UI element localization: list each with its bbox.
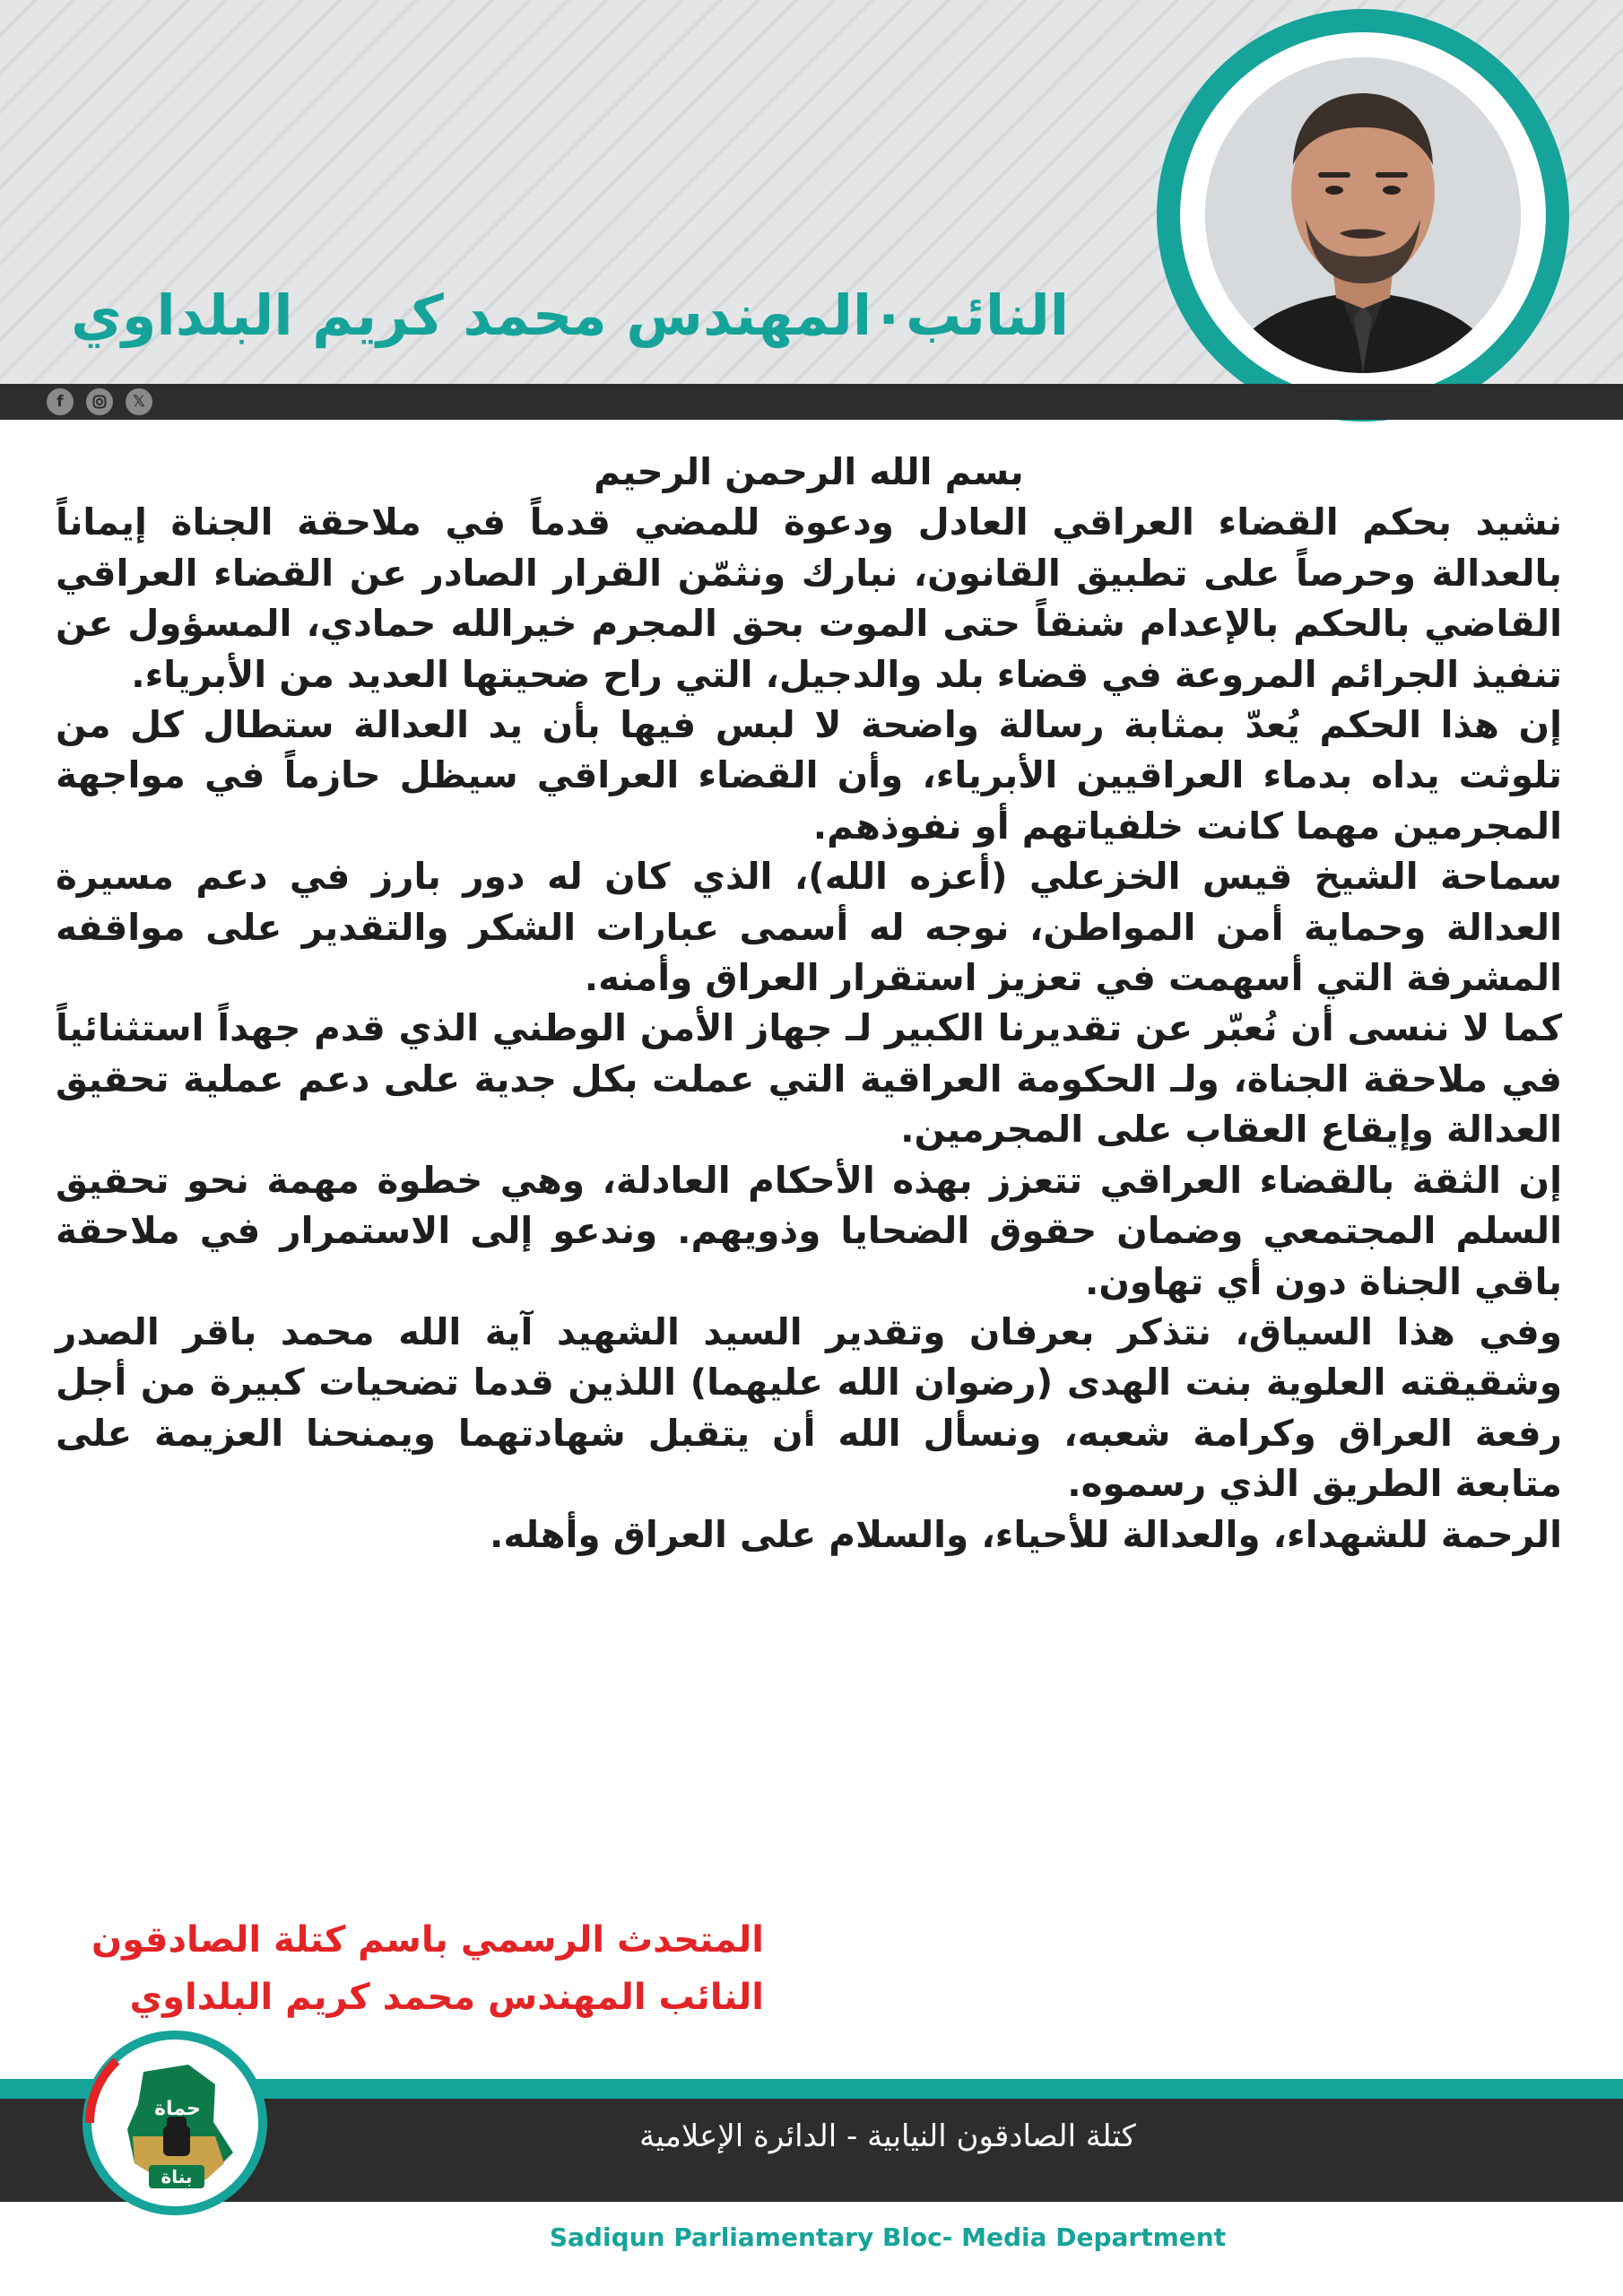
header-dark-bar [0,384,1623,420]
sadiqun-logo [81,2029,269,2217]
footer-arabic-text: كتلة الصادقون النيابية - الدائرة الإعلامية [639,2118,1136,2154]
x-icon[interactable]: 𝕏 [126,388,152,415]
facebook-icon[interactable]: f [47,388,74,415]
logo-text-bottom: بناة [161,2166,193,2187]
paragraph-1: نشيد بحكم القضاء العراقي العادل ودعوة للمضي قدماً في ملاحقة الجناة إيماناً بالعدالة وحرصاً على تطبيق القانون، نبارك ونثمّن القرار الصادر عن القضاء العراقي القاضي بالحكم بالإعدام شنقاً حتى الموت بحق المجرم خيرالله حمادي، المسؤول عن تنفيذ الجرائم المروعة في قضاء بلد والدجيل، التي راح ضحيتها العديد من الأبرياء. [56,500,1562,696]
paragraph-5: إن الثقة بالقضاء العراقي تتعزز بهذه الأحكام العادلة، وهي خطوة مهمة نحو تحقيق السلم المجتمعي وضمان حقوق الضحايا وذويهم. وندعو إلى الاستمرار في ملاحقة باقي الجناة دون أي تهاون. [56,1158,1562,1303]
header-name: النائب٠المهندس محمد كريم البلداوي [71,283,1069,348]
footer-english-text: Sadiqun Parliamentary Bloc- Media Department [549,2222,1227,2252]
signature-name: النائب المهندس محمد كريم البلداوي [129,1977,764,2018]
paragraph-6: وفي هذا السياق، نتذكر بعرفان وتقدير السيد الشهيد آية الله محمد باقر الصدر وشقيقته العلوية بنت الهدى (رضوان الله عليهما) اللذين قدما تضحيات كبيرة من أجل رفعة العراق وكرامة شعبه، ونسأل الله أن يتقبل شهادتهما ويمنحنا العزيمة على متابعة الطريق الذي رسموه. [56,1309,1562,1506]
paragraph-3: سماحة الشيخ قيس الخزعلي (أعزه الله)، الذي كان له دور بارز في دعم مسيرة العدالة وحماية أمن المواطن، نوجه له أسمى عبارات الشكر والتقدير على مواقفه المشرفة التي أسهمت في تعزيز استقرار العراق وأمنه. [56,855,1562,1000]
paragraph-4: كما لا ننسى أن نُعبّر عن تقديرنا الكبير لـ جهاز الأمن الوطني الذي قدم جهداً استثنائياً في ملاحقة الجناة، ولـ الحكومة العراقية التي عملت بكل جدية على دعم عملية تحقيق العدالة وإيقاع العقاب على المجرمين. [56,1006,1562,1152]
social-icons [47,388,152,415]
basmala: بسم الله الرحمن الرحيم [594,450,1024,493]
paragraph-2: إن هذا الحكم يُعدّ بمثابة رسالة واضحة لا لبس فيها بأن يد العدالة ستطال كل من تلوثت يداه بدماء العراقيين الأبرياء، وأن القضاء العراقي سيظل حازماً في مواجهة المجرمين مهما كانت خلفياتهم أو نفوذهم. [56,703,1562,848]
statement-body [56,447,1562,1560]
logo-text-top: حماة [154,2098,201,2120]
portrait-photo [1205,57,1521,373]
paragraph-7: الرحمة للشهداء، والعدالة للأحياء، والسلام على العراق وأهله. [489,1512,1562,1556]
instagram-icon[interactable] [86,388,113,415]
signature-title: المتحدث الرسمي باسم كتلة الصادقون [91,1919,764,1961]
